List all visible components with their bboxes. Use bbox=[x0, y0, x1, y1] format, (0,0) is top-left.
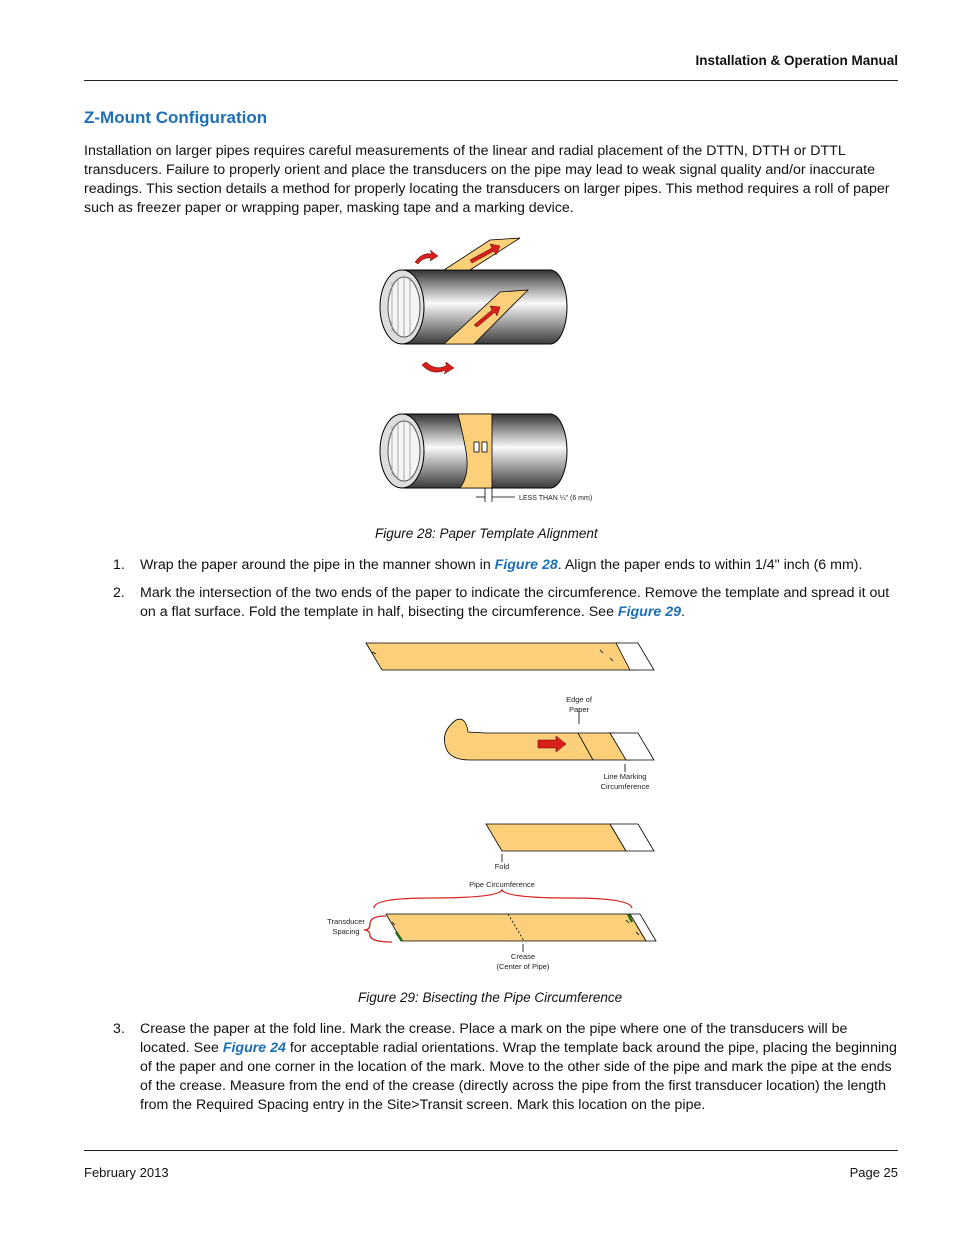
transducer-spacing-label: Transducer bbox=[327, 917, 365, 926]
step-text: Crease the paper at the fold line. Mark the crease. Place a mark on the pipe where one of the transducers will be located. See bbox=[140, 1021, 848, 1056]
footer-rule bbox=[84, 1150, 898, 1151]
manual-title: Installation & Operation Manual bbox=[695, 53, 898, 68]
step-2 bbox=[84, 584, 898, 622]
paper-strip-folding bbox=[444, 719, 630, 760]
transducer-spacing-label: Spacing bbox=[332, 927, 360, 936]
step-text: . Align the paper ends to within 1/4" inch (6 mm). bbox=[557, 557, 863, 573]
paper-strip-flat bbox=[366, 643, 635, 670]
circumference-brace bbox=[374, 890, 632, 908]
step-number: 2. bbox=[113, 585, 125, 601]
edge-of-paper-label: Paper bbox=[568, 705, 590, 714]
header-rule bbox=[84, 80, 898, 81]
paper-mark bbox=[474, 442, 479, 452]
crease-label: Crease bbox=[510, 952, 536, 961]
figure-link[interactable]: Figure 24 bbox=[222, 1040, 286, 1056]
line-marking-label: Line Marking bbox=[603, 772, 647, 781]
figure-link[interactable]: Figure 28 bbox=[494, 557, 558, 573]
step-number: 1. bbox=[113, 557, 125, 573]
intro-paragraph: Installation on larger pipes requires careful measurements of the linear and radial placement of the DTTN, DTTH or DTTL transducers. Failure to properly orient and place the transducers on the pipe may lead to weak signal quality and/or inaccurate readings. This section details a method for properly locating the transducers on larger pipes. This method requires a roll of paper such as freezer paper or wrapping paper, masking tape and a marking device. bbox=[84, 143, 890, 216]
edge-of-paper-label: Edge of bbox=[566, 695, 592, 704]
figure-28-caption: Figure 28: Paper Template Alignment bbox=[375, 526, 598, 541]
figure-28-illustration bbox=[370, 230, 610, 515]
dimension-label: LESS THAN ¼" (6 mm) bbox=[519, 495, 593, 502]
step-text: Mark the intersection of the two ends of the paper to indicate the circumference. Remove the template and spread it out on a flat surface. Fold the template in half, bisecting the circumference. See bbox=[140, 585, 890, 620]
step-text: Wrap the paper around the pipe in the manner shown in bbox=[140, 557, 495, 573]
figure-link[interactable]: Figure 29 bbox=[617, 604, 681, 620]
section-title: Z-Mount Configuration bbox=[84, 108, 268, 127]
footer-page-number: Page 25 bbox=[849, 1165, 898, 1180]
step-1 bbox=[84, 556, 898, 575]
paper-mark bbox=[482, 442, 487, 452]
step-3 bbox=[84, 1020, 898, 1115]
rotate-arrow-icon bbox=[415, 250, 438, 264]
rotate-arrow-icon bbox=[422, 362, 454, 374]
step-text: . bbox=[680, 604, 685, 620]
step-number: 3. bbox=[113, 1021, 125, 1037]
step-text: for acceptable radial orientations. Wrap the template back around the pipe, placing the beginning of the paper and one corner in the location of the mark. Move to the other side of the pipe and mark the pipe at the ends of the crease. Measure from the end of the crease (directly across the pipe from the first transducer location) the length from the Required Spacing entry in the Site>Transit screen. Mark this location on the pipe. bbox=[140, 1040, 897, 1113]
figure-29-illustration bbox=[320, 640, 665, 980]
crease-label: (Center of Pipe) bbox=[496, 962, 550, 971]
pipe-circumference-label: Pipe Circumference bbox=[469, 880, 535, 889]
footer-date: February 2013 bbox=[84, 1165, 169, 1180]
fold-label: Fold bbox=[494, 862, 510, 871]
paper-strip-creased bbox=[386, 914, 646, 941]
line-marking-label: Circumference bbox=[600, 782, 650, 791]
figure-29-caption: Figure 29: Bisecting the Pipe Circumference bbox=[358, 990, 623, 1005]
transducer-brace bbox=[364, 916, 392, 942]
paper-strip-folded bbox=[486, 824, 626, 851]
